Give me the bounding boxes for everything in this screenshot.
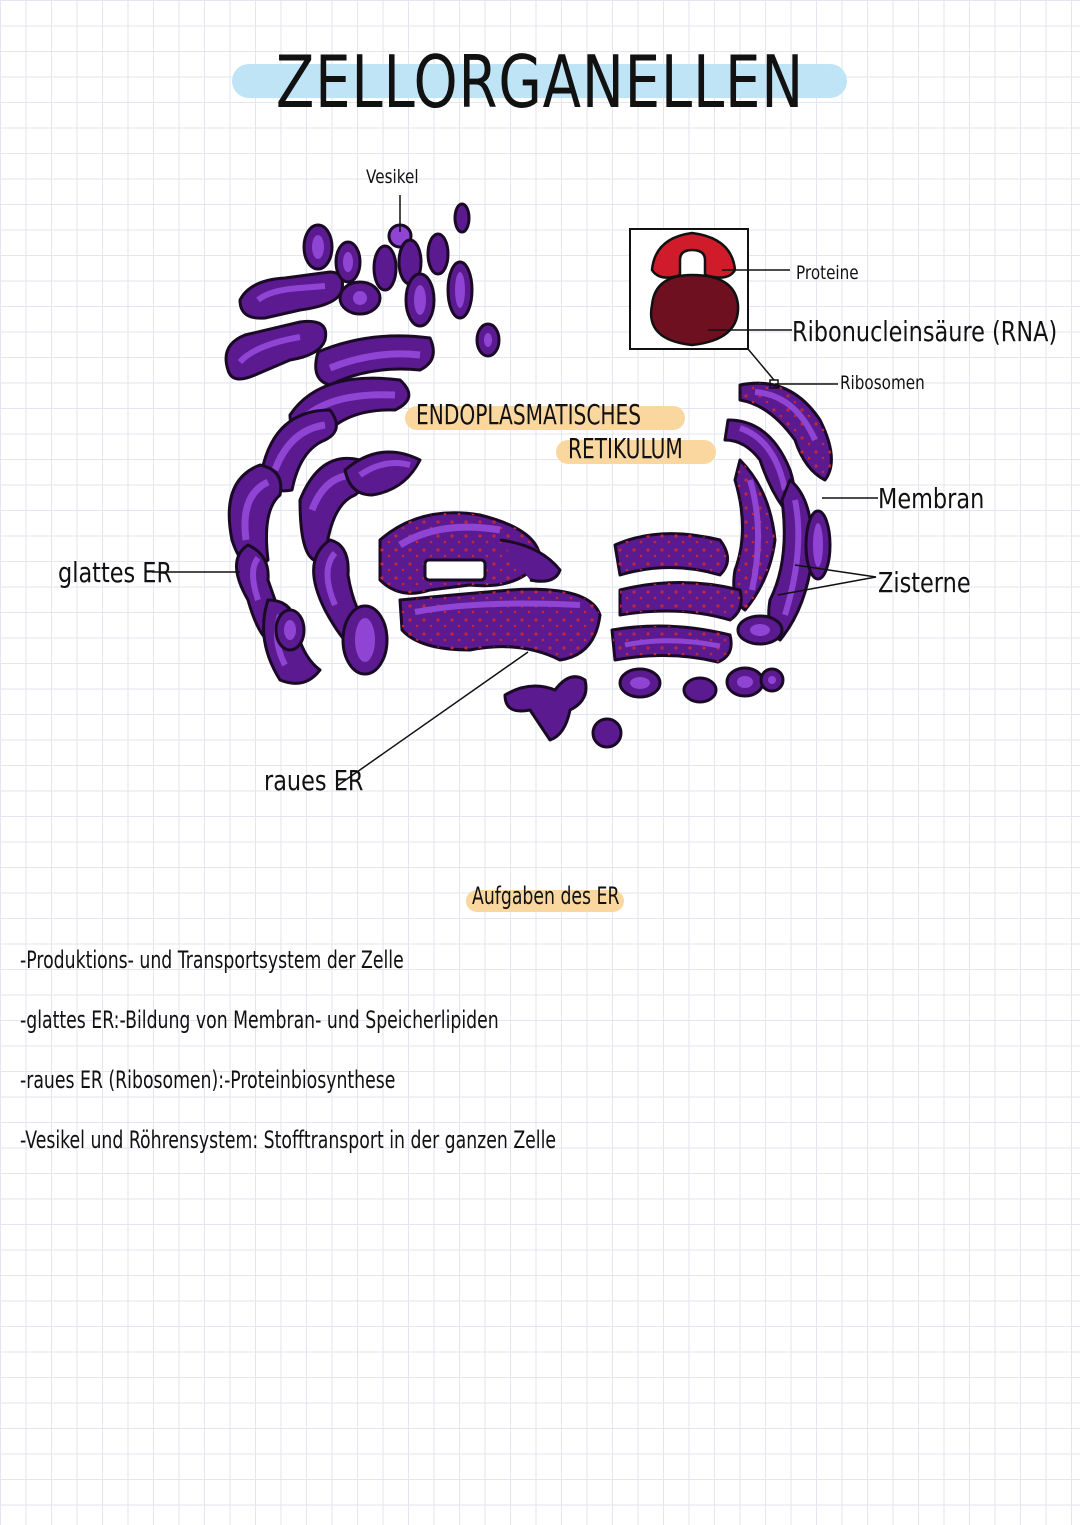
label-vesikel: Vesikel — [366, 166, 419, 188]
task-item: -Vesikel und Röhrensystem: Stofftransport in der ganzen Zelle — [20, 1126, 557, 1154]
label-raues-er: raues ER — [264, 764, 364, 797]
label-ribosomen: Ribosomen — [840, 372, 925, 394]
page-title: ZELLORGANELLEN — [275, 40, 805, 124]
label-glattes-er: glattes ER — [58, 556, 173, 589]
label-proteine: Proteine — [796, 262, 859, 284]
task-item: -Produktions- und Transportsystem der Zelle — [20, 946, 404, 974]
label-membran: Membran — [878, 482, 985, 515]
task-item: -raues ER (Ribosomen):-Proteinbiosynthese — [20, 1066, 396, 1094]
rough-er-right — [612, 383, 831, 702]
label-zisterne: Zisterne — [878, 566, 971, 599]
label-rna: Ribonucleinsäure (RNA) — [792, 315, 1058, 348]
rough-er-center — [380, 513, 621, 747]
tasks-heading: Aufgaben des ER — [472, 882, 620, 910]
ribosome-inset — [630, 229, 778, 388]
er-label-line2: RETIKULUM — [568, 432, 683, 465]
er-label-line1: ENDOPLASMATISCHES — [416, 398, 642, 431]
task-item: -glattes ER:-Bildung von Membran- und Speicherlipiden — [20, 1006, 499, 1034]
